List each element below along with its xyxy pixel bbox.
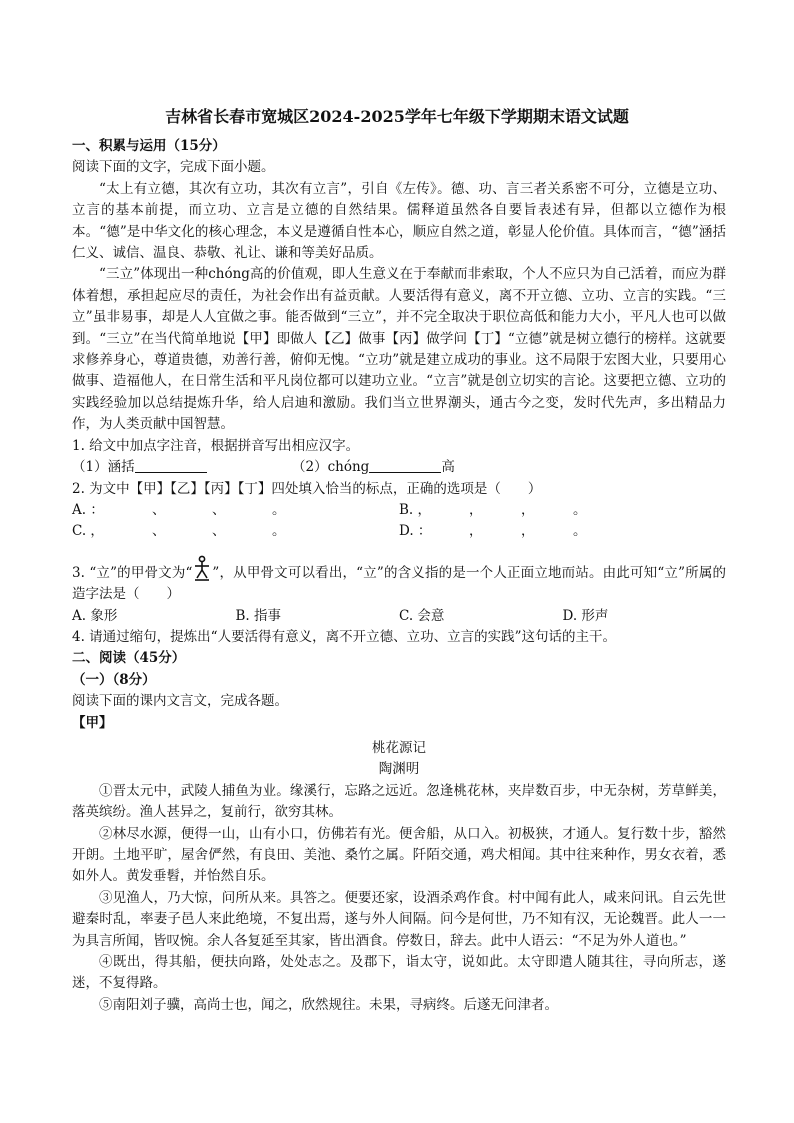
q1a-label: （1）涵括 — [72, 459, 135, 476]
section2-heading: 二、阅读（45分） — [72, 650, 186, 667]
classical-paragraph-4: ④既出，得其船，便扶向路，处处志之。及郡下，诣太守，说如此。太守即遣人随其往，寻向所志，遂迷，不复得路。 — [72, 954, 726, 992]
classical-text-title: 桃花源记 — [372, 739, 426, 756]
q2c-mark-3: 。 — [272, 523, 286, 540]
question-1-answers — [72, 457, 726, 478]
q2d-mark-1: ， — [469, 523, 483, 540]
question-2-options-row1 — [72, 500, 726, 521]
q2c-label: C. ， — [72, 523, 104, 540]
q2a-mark-2: 、 — [212, 501, 226, 518]
question-2-options-row2 — [72, 521, 726, 542]
classical-paragraph-5: ⑤南阳刘子骥，高尚士也，闻之，欣然规往。未果，寻病终。后遂无问津者。 — [99, 996, 558, 1013]
q2c-mark-1: 、 — [152, 523, 166, 540]
section2-sub-heading: （一）（8分） — [72, 671, 156, 688]
passage-paragraph-1: “太上有立德，其次有立功，其次有立言”，引自《左传》。德、功、言三者关系密不可分，立德是立功、立言的基本前提，而立功、立言是立德的自然结果。儒释道虽然各自要旨表述有异，但都以立德作为根本。“德”是中华文化的核心理念，本义是遵循自性本心，顺应自然之道，彰显人伦价值。具体而言，“德”涵括仁义、诚信、温良、恭敬、礼让、谦和等美好品质。 — [72, 180, 726, 262]
classical-paragraph-2: ②林尽水源，便得一山，山有小口，仿佛若有光。便舍船，从口入。初极狭，才通人。复行数十步，豁然开朗。土地平旷，屋舍俨然，有良田、美池、桑竹之属。阡陌交通，鸡犬相闻。其中往来种作，男女衣着，悉如外人。黄发垂髫，并怡然自乐。 — [72, 825, 726, 885]
classical-paragraph-3: ③见渔人，乃大惊，问所从来。具答之。便要还家，设酒杀鸡作食。村中闻有此人，咸来问讯。自云先世避秦时乱，率妻子邑人来此绝境，不复出焉，遂与外人间隔。问今是何世，乃不知有汉，无论魏晋。此人一一为具言所闻，皆叹惋。余人各复延至其家，皆出酒食。停数日，辞去。此中人语云：“不足为外人道也。” — [72, 889, 726, 949]
q2d-label: D. ： — [399, 523, 432, 540]
question-2-option-b[interactable] — [399, 500, 726, 521]
q3-stem-part-a: 3. “立”的甲骨文为“ — [72, 564, 193, 581]
question-2-option-d[interactable] — [399, 521, 726, 542]
q3-option-b[interactable]: B. 指事 — [235, 607, 282, 624]
oracle-bone-li-glyph — [192, 555, 212, 583]
passage-label-jia: 【甲】 — [72, 714, 113, 731]
q1a-answer-blank[interactable] — [135, 458, 207, 473]
q2a-mark-3: 。 — [272, 501, 286, 518]
page-title: 吉林省长春市宽城区2024-2025学年七年级下学期期末语文试题 — [165, 107, 629, 126]
section2-instruction: 阅读下面的课内文言文，完成各题。 — [72, 693, 288, 710]
exam-body — [72, 136, 726, 1016]
q3-option-c[interactable]: C. 会意 — [399, 607, 445, 624]
question-3-stem — [72, 555, 726, 606]
q2b-label: B. ， — [399, 501, 432, 518]
section1-heading: 一、积累与运用（15分） — [72, 138, 226, 154]
q2a-mark-1: 、 — [152, 501, 166, 518]
q1b-label: （2）chóng — [292, 459, 370, 476]
q1b-suffix: 高 — [441, 459, 455, 476]
question-3-options — [72, 606, 726, 627]
question-2-option-c[interactable] — [72, 521, 399, 542]
q1b-answer-blank[interactable] — [369, 458, 441, 473]
question-4-stem: 4. 请通过缩句，提炼出“人要活得有意义，离不开立德、立功、立言的实践”这句话的主干。 — [72, 628, 616, 645]
question-1-part-a — [72, 457, 292, 478]
q2d-mark-2: ， — [521, 523, 535, 540]
question-1-part-b — [292, 457, 455, 478]
question-2-option-a[interactable] — [72, 500, 399, 521]
classical-text-author: 陶渊明 — [378, 761, 420, 778]
q2b-mark-3: 。 — [573, 501, 587, 518]
q3-option-a[interactable]: A. 象形 — [72, 607, 118, 624]
q2b-mark-2: ， — [521, 501, 535, 518]
q3-stem-part-b: ”，从甲骨文可以看出，“立”的含义指的是一个人正面立地而站。由此可知“立”所属的造字法是（ ） — [72, 564, 726, 603]
passage-paragraph-2: “三立”体现出一种chóng高的价值观，即人生意义在于奉献而非索取，个人不应只为自己活着，而应为群体着想，承担起应尽的责任，为社会作出有益贡献。人要活得有意义，离不开立德、立功、立言的实践。“三立”虽非易事，却是人人宜做之事。能否做到“三立”，并不完全取决于职位高低和能力大小，平凡人也可以做到。“三立”在当代简单地说【甲】即做人【乙】做事【丙】做学问【丁】“立德”就是树立德行的榜样。这就要求修养身心，尊道贵德，劝善行善，俯仰无愧。“立功”就是建立成功的事业。这不局限于宏图大业，只要用心做事、造福他人，在日常生活和平凡岗位都可以建功立业。“立言”就是创立切实的言论。这要把立德、立功的实践经验加以总结提炼升华，给人启迪和激励。我们当立世界潮头，通古今之变，发时代先声，多出精品力作，为人类贡献中国智慧。 — [72, 266, 726, 433]
question-1-stem: 1. 给文中加点字注音，根据拼音写出相应汉字。 — [72, 437, 360, 454]
q2a-label: A. ： — [72, 501, 104, 518]
q3-option-d[interactable]: D. 形声 — [562, 607, 609, 624]
q2d-mark-3: 。 — [573, 523, 587, 540]
q2c-mark-2: 、 — [212, 523, 226, 540]
classical-paragraph-1: ①晋太元中，武陵人捕鱼为业。缘溪行，忘路之远近。忽逢桃花林，夹岸数百步，中无杂树，芳草鲜美，落英缤纷。渔人甚异之，复前行，欲穷其林。 — [72, 782, 726, 821]
section1-instruction: 阅读下面的文字，完成下面小题。 — [72, 159, 275, 176]
q2b-mark-1: ， — [469, 501, 483, 518]
question-2-stem: 2. 为文中【甲】【乙】【丙】【丁】四处填入恰当的标点，正确的选项是（ ） — [72, 480, 542, 497]
